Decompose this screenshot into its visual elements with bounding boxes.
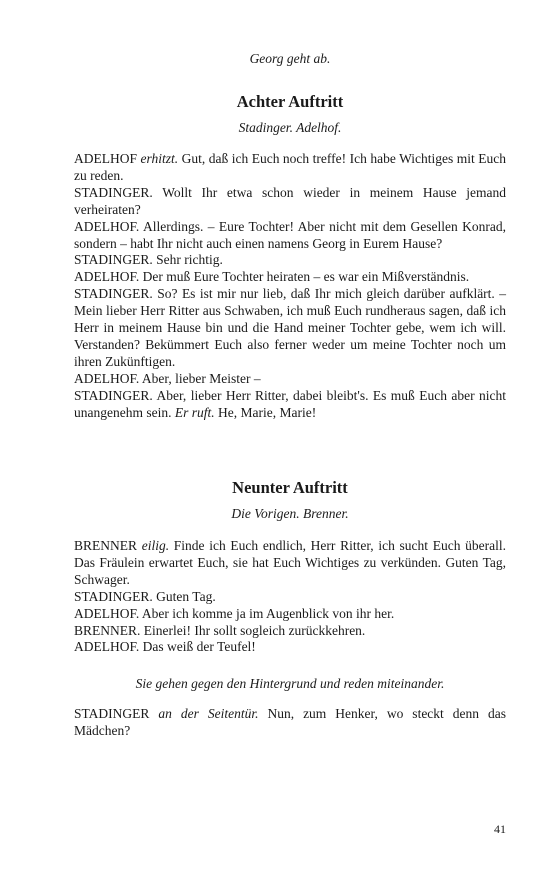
speaker: ADELHOF. — [74, 605, 140, 621]
dialogue-line — [74, 606, 506, 623]
speaker: STADINGER — [74, 706, 150, 721]
dialogue-line — [74, 252, 506, 269]
speaker: STADINGER. — [74, 184, 153, 200]
speaker: ADELHOF. — [74, 218, 140, 234]
stage-direction: Sie gehen gegen den Hintergrund und reden miteinander. — [135, 676, 445, 691]
speech: He, Marie, Marie! — [214, 404, 317, 420]
dialogue-line — [74, 589, 506, 606]
speaker: BRENNER. — [74, 622, 141, 638]
dialogue-line — [74, 185, 506, 219]
direction: an der Seitentür. — [158, 706, 259, 721]
scene-heading: Achter Auftritt — [236, 92, 344, 111]
speech: Finde ich Euch endlich, Herr Ritter, ich sucht Euch überall. Das Fräulein erwartet Euch, sie hat Euch Wichtiges zu verkünden. Guten Tag, Schwager. — [74, 538, 506, 587]
dialogue-line — [74, 388, 506, 422]
speech: Guten Tag. — [152, 588, 216, 604]
dialogue-line — [74, 623, 506, 640]
speech: Nun, zum Henker, wo steckt denn das Mädchen? — [74, 706, 506, 738]
dialogue-line — [74, 639, 506, 656]
speech: Das weiß der Teufel! — [139, 639, 256, 655]
dialogue-line — [74, 538, 506, 589]
dialogue-block — [74, 538, 506, 656]
dialogue-line — [74, 151, 506, 185]
speaker: ADELHOF. — [74, 639, 140, 655]
dialogue-line — [74, 269, 506, 286]
dialogue-line — [74, 219, 506, 253]
speech: Aber, lieber Meister – — [139, 370, 261, 386]
speaker: ADELHOF — [74, 151, 137, 166]
dialogue-line — [74, 286, 506, 371]
scene-heading: Neunter Auftritt — [232, 478, 348, 497]
direction: eilig. — [141, 538, 170, 553]
speech: Aber ich komme ja im Augenblick von ihr her. — [139, 605, 395, 621]
speaker: STADINGER. — [74, 252, 153, 268]
dialogue-block — [74, 706, 506, 740]
speaker: STADINGER. — [74, 588, 153, 604]
speech: Gut, daß ich Euch noch treffe! Ich habe Wichtiges mit Euch zu reden. — [74, 151, 506, 183]
dialogue-line — [74, 706, 506, 740]
stage-direction: Georg geht ab. — [249, 51, 331, 66]
dialogue-block — [74, 151, 506, 422]
speech: Der muß Eure Tochter heiraten – es war ein Mißverständnis. — [139, 269, 470, 285]
speech: Einerlei! Ihr sollt sogleich zurückkehren. — [140, 622, 366, 638]
dialogue-line — [74, 371, 506, 388]
scene-cast: Die Vorigen. Brenner. — [231, 506, 349, 521]
speaker: ADELHOF. — [74, 269, 140, 285]
scene-cast: Stadinger. Adelhof. — [238, 120, 342, 135]
speech: Sehr richtig. — [152, 252, 223, 268]
direction: Er ruft. — [174, 404, 215, 420]
speech: Wollt Ihr etwa schon wieder in meinem Hause jemand verheiraten? — [74, 184, 506, 217]
speech: Aber, lieber Herr Ritter, dabei bleibt's. Es muß Euch aber nicht unangenehm sein. — [74, 387, 506, 420]
speech: Allerdings. – Eure Tochter! Aber nicht mit dem Gesellen Konrad, sondern – habt Ihr nicht auch einen namens Georg in Eurem Hause? — [74, 218, 506, 251]
speaker: BRENNER — [74, 538, 138, 553]
speech: So? Es ist mir nur lieb, daß Ihr mich gleich darüber aufklärt. – Mein lieber Herr Ritter aus Schwaben, ich muß Euch rundheraus sagen, daß ich Herr in meinem Hause bin und die Hand meiner Tochter gebe, wem ich will. Verstanden? Bekümmert Euch also ferner weder um meine Tochter noch um ihren Zukünftigen. — [74, 286, 506, 369]
direction: erhitzt. — [140, 151, 179, 166]
speaker: ADELHOF. — [74, 370, 140, 386]
speaker: STADINGER. — [74, 286, 153, 302]
page-number: 41 — [494, 822, 506, 836]
speaker: STADINGER. — [74, 387, 153, 403]
